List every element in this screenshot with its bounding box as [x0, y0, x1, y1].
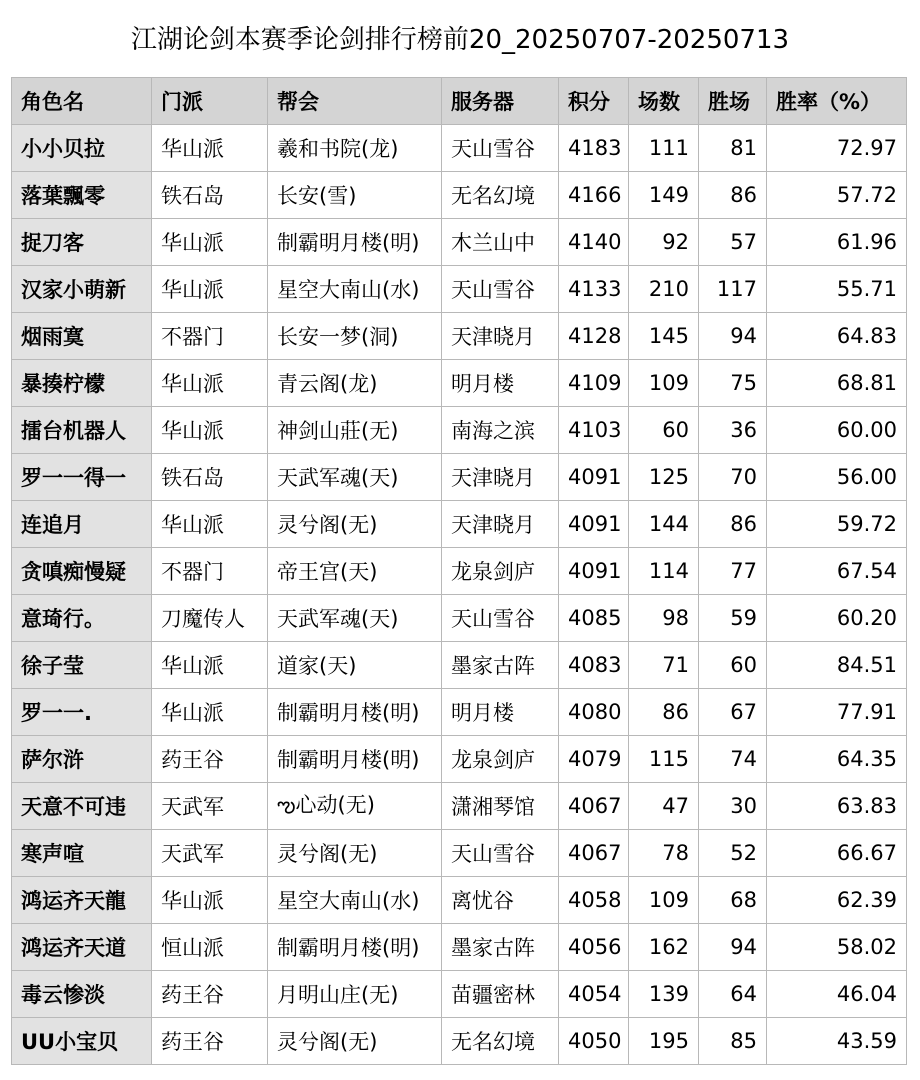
cell-wins: 70 — [699, 454, 767, 501]
cell-matches: 86 — [629, 689, 699, 736]
cell-winrate: 58.02 — [767, 924, 907, 971]
cell-matches: 78 — [629, 830, 699, 877]
cell-matches: 162 — [629, 924, 699, 971]
cell-sect: 华山派 — [152, 266, 268, 313]
cell-name: UU小宝贝 — [12, 1018, 152, 1065]
cell-guild: 天武军魂(天) — [268, 454, 442, 501]
cell-server: 墨家古阵 — [442, 924, 559, 971]
column-header-name: 角色名 — [12, 78, 152, 125]
cell-wins: 81 — [699, 125, 767, 172]
cell-wins: 36 — [699, 407, 767, 454]
page-title: 江湖论剑本赛季论剑排行榜前20_20250707-20250713 — [130, 25, 790, 55]
cell-winrate: 64.35 — [767, 736, 907, 783]
cell-sect: 药王谷 — [152, 736, 268, 783]
cell-score: 4058 — [559, 877, 629, 924]
cell-score: 4056 — [559, 924, 629, 971]
cell-wins: 75 — [699, 360, 767, 407]
column-header-winrate: 胜率（%） — [767, 78, 907, 125]
table-row — [12, 219, 907, 266]
cell-matches: 145 — [629, 313, 699, 360]
cell-sect: 药王谷 — [152, 1018, 268, 1065]
cell-winrate: 64.83 — [767, 313, 907, 360]
cell-name: 贪嗔痴慢疑 — [12, 548, 152, 595]
cell-wins: 64 — [699, 971, 767, 1018]
cell-score: 4133 — [559, 266, 629, 313]
cell-name: 汉家小萌新 — [12, 266, 152, 313]
cell-name: 萨尔浒 — [12, 736, 152, 783]
cell-wins: 67 — [699, 689, 767, 736]
cell-sect: 药王谷 — [152, 971, 268, 1018]
table-row — [12, 172, 907, 219]
cell-name: 落葉飄零 — [12, 172, 152, 219]
cell-name: 暴揍柠檬 — [12, 360, 152, 407]
cell-guild: 月明山庄(无) — [268, 971, 442, 1018]
table-row — [12, 689, 907, 736]
cell-sect: 华山派 — [152, 642, 268, 689]
cell-wins: 74 — [699, 736, 767, 783]
cell-score: 4103 — [559, 407, 629, 454]
cell-sect: 刀魔传人 — [152, 595, 268, 642]
cell-wins: 86 — [699, 172, 767, 219]
cell-sect: 华山派 — [152, 407, 268, 454]
cell-winrate: 60.00 — [767, 407, 907, 454]
cell-name: 天意不可违 — [12, 783, 152, 830]
cell-matches: 114 — [629, 548, 699, 595]
cell-server: 天津晓月 — [442, 501, 559, 548]
column-header-matches: 场数 — [629, 78, 699, 125]
cell-winrate: 60.20 — [767, 595, 907, 642]
cell-sect: 华山派 — [152, 689, 268, 736]
cell-score: 4091 — [559, 501, 629, 548]
cell-sect: 不器门 — [152, 548, 268, 595]
cell-score: 4166 — [559, 172, 629, 219]
cell-name: 鸿运齐天龍 — [12, 877, 152, 924]
cell-winrate: 59.72 — [767, 501, 907, 548]
cell-sect: 铁石岛 — [152, 172, 268, 219]
cell-winrate: 72.97 — [767, 125, 907, 172]
cell-wins: 85 — [699, 1018, 767, 1065]
table-row — [12, 548, 907, 595]
column-header-wins: 胜场 — [699, 78, 767, 125]
cell-sect: 天武军 — [152, 783, 268, 830]
cell-wins: 86 — [699, 501, 767, 548]
cell-score: 4080 — [559, 689, 629, 736]
cell-wins: 117 — [699, 266, 767, 313]
cell-name: 意琦行。 — [12, 595, 152, 642]
cell-guild: 天武军魂(天) — [268, 595, 442, 642]
table-row — [12, 830, 907, 877]
table-row — [12, 501, 907, 548]
table-row — [12, 783, 907, 830]
cell-matches: 60 — [629, 407, 699, 454]
cell-name: 鸿运齐天道 — [12, 924, 152, 971]
table-row — [12, 924, 907, 971]
table-row — [12, 877, 907, 924]
cell-winrate: 46.04 — [767, 971, 907, 1018]
cell-guild: 星空大南山(水) — [268, 266, 442, 313]
cell-guild: 长安(雪) — [268, 172, 442, 219]
cell-matches: 47 — [629, 783, 699, 830]
cell-matches: 71 — [629, 642, 699, 689]
cell-guild: 灵兮阁(无) — [268, 1018, 442, 1065]
table-row — [12, 971, 907, 1018]
cell-server: 墨家古阵 — [442, 642, 559, 689]
cell-matches: 109 — [629, 360, 699, 407]
cell-server: 明月楼 — [442, 689, 559, 736]
cell-server: 南海之滨 — [442, 407, 559, 454]
table-row — [12, 407, 907, 454]
header-row — [12, 78, 907, 125]
cell-name: 连追月 — [12, 501, 152, 548]
cell-score: 4079 — [559, 736, 629, 783]
cell-wins: 57 — [699, 219, 767, 266]
cell-wins: 59 — [699, 595, 767, 642]
cell-guild: 制霸明月楼(明) — [268, 924, 442, 971]
cell-guild: 神剑山莊(无) — [268, 407, 442, 454]
cell-wins: 94 — [699, 313, 767, 360]
cell-winrate: 56.00 — [767, 454, 907, 501]
cell-winrate: 77.91 — [767, 689, 907, 736]
cell-winrate: 57.72 — [767, 172, 907, 219]
cell-server: 天山雪谷 — [442, 830, 559, 877]
cell-guild: 制霸明月楼(明) — [268, 736, 442, 783]
cell-matches: 115 — [629, 736, 699, 783]
cell-name: 寒声喧 — [12, 830, 152, 877]
cell-score: 4067 — [559, 783, 629, 830]
cell-winrate: 84.51 — [767, 642, 907, 689]
cell-sect: 铁石岛 — [152, 454, 268, 501]
table-row — [12, 266, 907, 313]
cell-guild: 灵兮阁(无) — [268, 830, 442, 877]
cell-winrate: 61.96 — [767, 219, 907, 266]
cell-server: 龙泉剑庐 — [442, 548, 559, 595]
cell-name: 毒云惨淡 — [12, 971, 152, 1018]
cell-score: 4085 — [559, 595, 629, 642]
cell-guild: 青云阁(龙) — [268, 360, 442, 407]
cell-sect: 恒山派 — [152, 924, 268, 971]
cell-server: 离忧谷 — [442, 877, 559, 924]
cell-name: 捉刀客 — [12, 219, 152, 266]
cell-guild: 制霸明月楼(明) — [268, 219, 442, 266]
cell-server: 苗疆密林 — [442, 971, 559, 1018]
cell-guild: 长安一梦(洞) — [268, 313, 442, 360]
column-header-score: 积分 — [559, 78, 629, 125]
cell-matches: 139 — [629, 971, 699, 1018]
cell-guild: 羲和书院(龙) — [268, 125, 442, 172]
cell-name: 罗一一. — [12, 689, 152, 736]
cell-server: 龙泉剑庐 — [442, 736, 559, 783]
cell-sect: 华山派 — [152, 125, 268, 172]
cell-matches: 144 — [629, 501, 699, 548]
cell-guild: ఌ心动(无) — [268, 783, 442, 830]
cell-guild: 灵兮阁(无) — [268, 501, 442, 548]
cell-sect: 不器门 — [152, 313, 268, 360]
table-row — [12, 125, 907, 172]
cell-server: 木兰山中 — [442, 219, 559, 266]
cell-matches: 111 — [629, 125, 699, 172]
cell-sect: 华山派 — [152, 877, 268, 924]
table-row — [12, 360, 907, 407]
cell-score: 4128 — [559, 313, 629, 360]
cell-guild: 制霸明月楼(明) — [268, 689, 442, 736]
cell-server: 无名幻境 — [442, 1018, 559, 1065]
cell-score: 4054 — [559, 971, 629, 1018]
cell-wins: 94 — [699, 924, 767, 971]
cell-sect: 天武军 — [152, 830, 268, 877]
cell-matches: 210 — [629, 266, 699, 313]
cell-server: 天山雪谷 — [442, 266, 559, 313]
cell-name: 烟雨寞 — [12, 313, 152, 360]
cell-score: 4091 — [559, 548, 629, 595]
cell-wins: 30 — [699, 783, 767, 830]
cell-score: 4083 — [559, 642, 629, 689]
cell-name: 小小贝拉 — [12, 125, 152, 172]
cell-sect: 华山派 — [152, 219, 268, 266]
table-row — [12, 736, 907, 783]
cell-name: 徐子莹 — [12, 642, 152, 689]
cell-score: 4050 — [559, 1018, 629, 1065]
cell-server: 天山雪谷 — [442, 595, 559, 642]
cell-guild: 道家(天) — [268, 642, 442, 689]
cell-score: 4109 — [559, 360, 629, 407]
cell-matches: 109 — [629, 877, 699, 924]
cell-guild: 星空大南山(水) — [268, 877, 442, 924]
cell-server: 天山雪谷 — [442, 125, 559, 172]
cell-wins: 52 — [699, 830, 767, 877]
table-row — [12, 454, 907, 501]
cell-server: 明月楼 — [442, 360, 559, 407]
cell-name: 罗一一得一 — [12, 454, 152, 501]
cell-guild: 帝王宫(天) — [268, 548, 442, 595]
cell-winrate: 43.59 — [767, 1018, 907, 1065]
cell-sect: 华山派 — [152, 360, 268, 407]
ranking-table — [11, 77, 907, 1065]
cell-matches: 125 — [629, 454, 699, 501]
cell-wins: 68 — [699, 877, 767, 924]
table-row — [12, 1018, 907, 1065]
cell-server: 潇湘琴馆 — [442, 783, 559, 830]
column-header-guild: 帮会 — [268, 78, 442, 125]
cell-winrate: 67.54 — [767, 548, 907, 595]
cell-matches: 98 — [629, 595, 699, 642]
cell-score: 4067 — [559, 830, 629, 877]
table-row — [12, 595, 907, 642]
cell-sect: 华山派 — [152, 501, 268, 548]
cell-winrate: 55.71 — [767, 266, 907, 313]
cell-score: 4140 — [559, 219, 629, 266]
cell-matches: 149 — [629, 172, 699, 219]
cell-wins: 60 — [699, 642, 767, 689]
table-row — [12, 642, 907, 689]
cell-winrate: 66.67 — [767, 830, 907, 877]
cell-winrate: 62.39 — [767, 877, 907, 924]
cell-name: 擂台机器人 — [12, 407, 152, 454]
cell-wins: 77 — [699, 548, 767, 595]
cell-winrate: 63.83 — [767, 783, 907, 830]
cell-winrate: 68.81 — [767, 360, 907, 407]
table-row — [12, 313, 907, 360]
cell-score: 4183 — [559, 125, 629, 172]
cell-matches: 195 — [629, 1018, 699, 1065]
cell-score: 4091 — [559, 454, 629, 501]
cell-server: 无名幻境 — [442, 172, 559, 219]
cell-matches: 92 — [629, 219, 699, 266]
cell-server: 天津晓月 — [442, 454, 559, 501]
cell-server: 天津晓月 — [442, 313, 559, 360]
table-body — [12, 125, 907, 1065]
column-header-sect: 门派 — [152, 78, 268, 125]
column-header-server: 服务器 — [442, 78, 559, 125]
